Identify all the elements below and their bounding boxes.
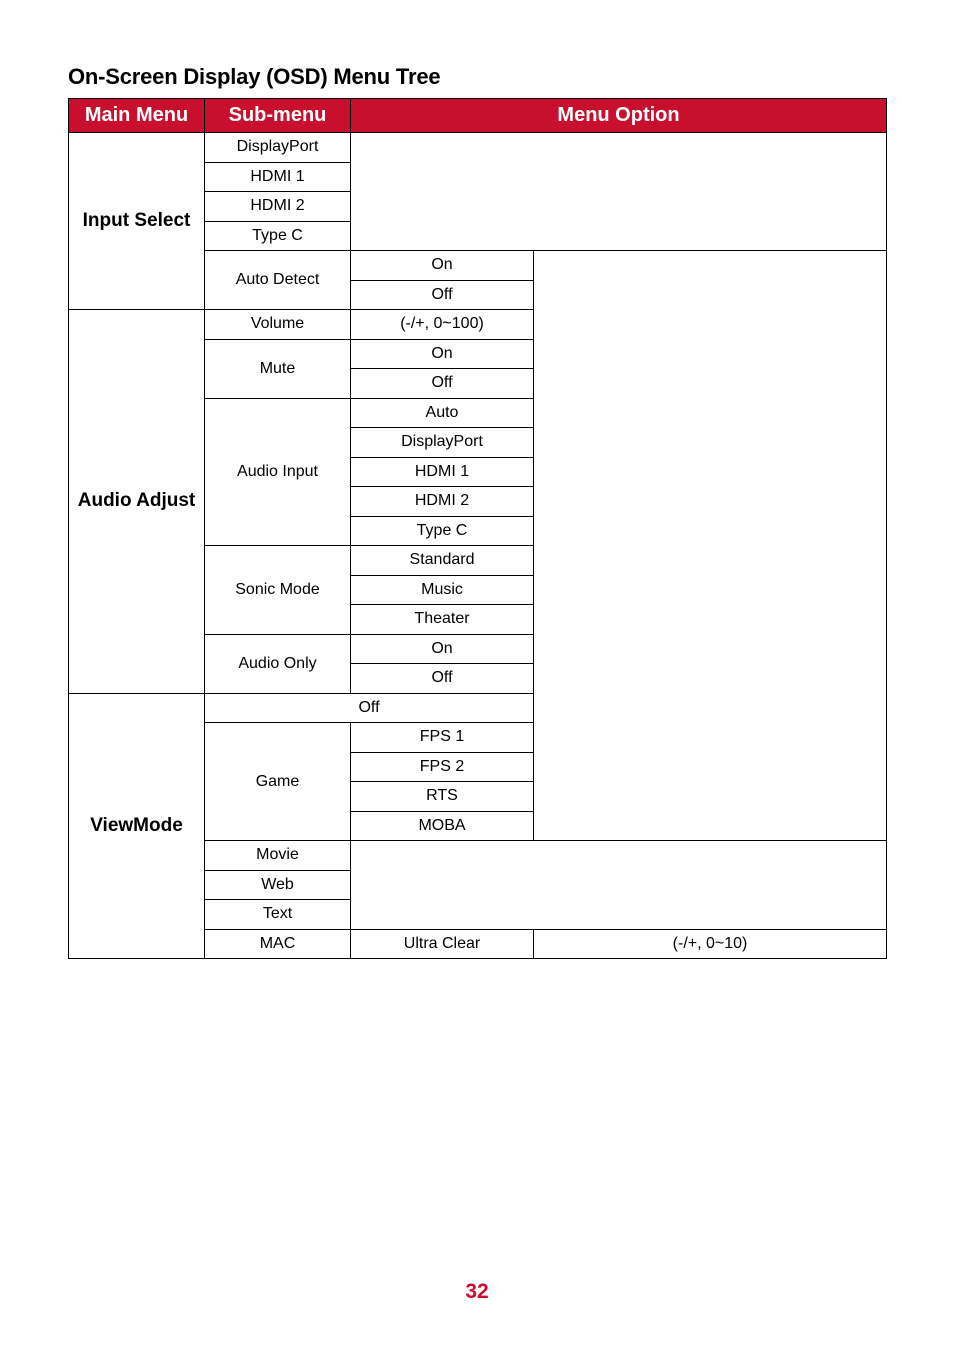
main-menu-viewmode: ViewMode [69, 693, 205, 959]
sub-menu-audio-input: Audio Input [205, 398, 351, 546]
header-sub-menu: Sub-menu [205, 99, 351, 133]
sub-menu-off: Off [205, 693, 534, 723]
menu-option: Off [351, 664, 534, 694]
empty-cell [534, 251, 887, 841]
empty-cell [351, 133, 887, 251]
menu-option: HDMI 1 [351, 457, 534, 487]
sub-menu-mac: MAC [205, 929, 351, 959]
sub-menu-movie: Movie [205, 841, 351, 871]
menu-option: Ultra Clear [351, 929, 534, 959]
menu-option: FPS 2 [351, 752, 534, 782]
sub-menu-item: HDMI 1 [205, 162, 351, 192]
sub-menu-web: Web [205, 870, 351, 900]
page-number: 32 [465, 1280, 489, 1303]
menu-option: Music [351, 575, 534, 605]
menu-option: Standard [351, 546, 534, 576]
main-menu-input-select: Input Select [69, 133, 205, 310]
header-menu-option: Menu Option [351, 99, 887, 133]
table-header-row [69, 99, 887, 133]
sub-menu-mute: Mute [205, 339, 351, 398]
menu-option: FPS 1 [351, 723, 534, 753]
table-row [69, 133, 887, 163]
sub-menu-audio-only: Audio Only [205, 634, 351, 693]
sub-menu-sonic-mode: Sonic Mode [205, 546, 351, 635]
menu-option: On [351, 339, 534, 369]
menu-option: Off [351, 280, 534, 310]
sub-menu-game: Game [205, 723, 351, 841]
menu-option: Auto [351, 398, 534, 428]
menu-option: Off [351, 369, 534, 399]
page-title: On-Screen Display (OSD) Menu Tree [68, 64, 441, 89]
empty-cell [351, 841, 887, 930]
menu-option: HDMI 2 [351, 487, 534, 517]
sub-menu-item: Type C [205, 221, 351, 251]
menu-option: Type C [351, 516, 534, 546]
sub-menu-item: DisplayPort [205, 133, 351, 163]
menu-option: On [351, 634, 534, 664]
osd-menu-tree-table [68, 98, 887, 959]
header-main-menu: Main Menu [69, 99, 205, 133]
main-menu-audio-adjust: Audio Adjust [69, 310, 205, 694]
sub-menu-volume: Volume [205, 310, 351, 340]
menu-option: RTS [351, 782, 534, 812]
menu-option: Theater [351, 605, 534, 635]
menu-option-value: (-/+, 0~10) [534, 929, 887, 959]
menu-option: On [351, 251, 534, 281]
menu-option: DisplayPort [351, 428, 534, 458]
sub-menu-auto-detect: Auto Detect [205, 251, 351, 310]
sub-menu-item: HDMI 2 [205, 192, 351, 222]
menu-option: (-/+, 0~100) [351, 310, 534, 340]
menu-option: MOBA [351, 811, 534, 841]
sub-menu-text: Text [205, 900, 351, 930]
